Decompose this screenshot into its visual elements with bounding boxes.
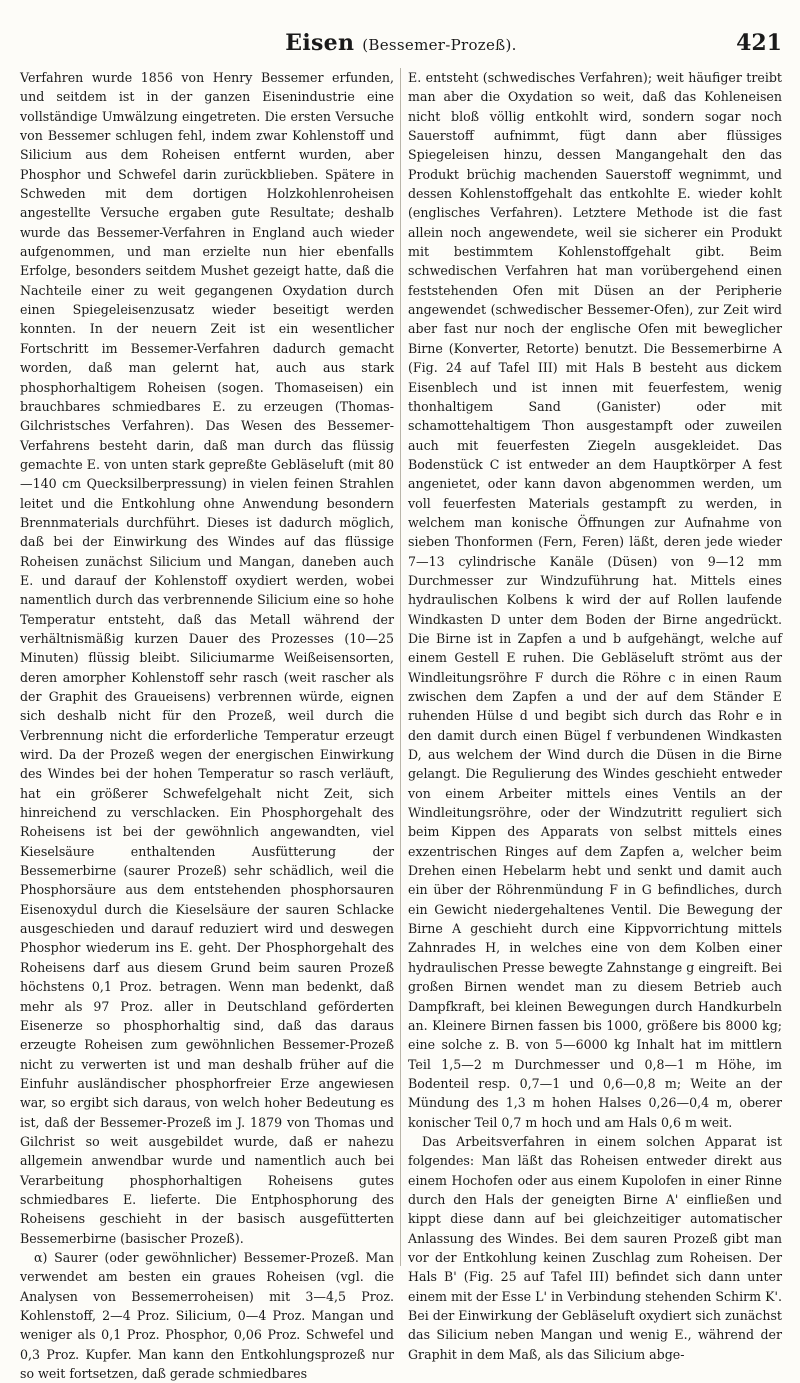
page-number: 421 (736, 30, 782, 56)
paragraph: Verfahren wurde 1856 von Henry Bessemer erfunden, und seitdem ist in der ganzen Eisenindustrie eine vollständige Umwälzung eingetreten. Die ersten Versuche von Bessemer schlugen fehl, indem zwar Kohlenstoff und Silicium aus dem Roheisen entfernt wurden, aber Phosphor und Schwefel darin zurückblieben. Spätere in Schweden mit dem dortigen Holzkohlenroheisen angestellte Versuche ergaben gute Resultate; deshalb wurde das Bessemer-Verfahren in England auch wieder aufgenommen, und man erzielte nun hier ebenfalls Erfolge, besonders seitdem Mushet gezeigt hatte, daß die Nachteile einer zu weit gegangenen Oxydation durch einen Spiegeleisenzusatz wieder beseitigt werden konnten. In der neuern Zeit ist ein wesentlicher Fortschritt im Bessemer-Verfahren dadurch gemacht worden, daß man gelernt hat, auch aus stark phosphorhaltigem Roheisen (sogen. Thomaseisen) ein brauchbares schmiedbares E. zu erzeugen (Thomas-Gilchristsches Verfahren). Das Wesen des Bessemer-Verfahrens besteht darin, daß man durch das flüssig gemachte E. von unten stark gepreßte Gebläseluft (mit 80—140 cm Quecksilberpressung) in vielen feinen Strahlen leitet und die Entkohlung ohne Anwendung besondern Brennmaterials durchführt. Dieses ist dadurch möglich, daß bei der Einwirkung des Windes auf das flüssige Roheisen zunächst Silicium und Mangan, daneben auch E. und darauf der Kohlenstoff oxydiert werden, wobei namentlich durch das verbrennende Silicium eine so hohe Temperatur entsteht, daß das Metall während der verhältnismäßig kurzen Dauer des Prozesses (10—25 Minuten) flüssig bleibt. Siliciumarme Weißeisensorten, deren amorpher Kohlenstoff sehr rasch (weit rascher als der Graphit des Graueisens) verbrennen würde, eignen sich deshalb nicht für den Prozeß, weil durch die Verbrennung nicht die erforderliche Temperatur erzeugt wird. Da der Prozeß wegen der energischen Einwirkung des Windes bei der hohen Temperatur so rasch verläuft, hat ein größerer Schwefelgehalt nicht Zeit, sich hinreichend zu verschlacken. Ein Phosphorgehalt des Roheisens ist bei der gewöhnlich angewandten, viel Kieselsäure enthaltenden Ausfütterung der Bessemerbirne (saurer Prozeß) sehr schädlich, weil die Phosphorsäure aus dem entstehenden phosphorsauren Eisenoxydul durch die Kieselsäure der sauren Schlacke ausgeschieden und darauf reduziert wird und deswegen Phosphor wiederum ins E. geht. Der Phosphorgehalt des Roheisens darf aus diesem Grund beim sauren Prozeß höchstens 0,1 Proz. betragen. Wenn man bedenkt, daß mehr als 97 Proz. aller in Deutschland geförderten Eisenerze so phosphorhaltig sind, daß das daraus erzeugte Roheisen zum gewöhnlichen Bessemer-Prozeß nicht zu verwerten ist und man deshalb früher auf die Einfuhr ausländischer phosphorfreier Erze angewiesen war, so ergibt sich daraus, von welch hoher Bedeutung es ist, daß der Bessemer-Prozeß im J. 1879 von Thomas und Gilchrist so weit ausgebildet wurde, daß er nahezu allgemein anwendbar wurde und namentlich auch bei Verarbeitung phosphorhaltigen Roheisens gutes schmiedbares E. lieferte. Die Entphosphorung des Roheisens geschieht in der basisch ausgefütterten Bessemerbirne (basischer Prozeß). (20, 70, 394, 1246)
right-column (408, 68, 783, 1362)
paragraph: α) Saurer (oder gewöhnlicher) Bessemer-Prozeß. Man verwendet am besten ein graues Roheisen (vgl. die Analysen von Bessemerroheisen) mit 3—4,5 Proz. Kohlenstoff, 2—4 Proz. Silicium, 0—4 Proz. Mangan und weniger als 0,1 Proz. Phosphor, 0,06 Proz. Schwefel und 0,3 Proz. Kupfer. Man kann den Entkohlungsprozeß nur so weit fortsetzen, daß gerade schmiedbares (20, 1249, 394, 1382)
running-title (20, 30, 782, 56)
left-column (20, 68, 394, 1382)
paragraph: Das Arbeitsverfahren in einem solchen Apparat ist folgendes: Man läßt das Roheisen entweder direkt aus einem Hochofen oder aus einem Kupolofen in einer Rinne durch den Hals der geneigten Birne A' einfließen und kippt diese dann auf bei gleichzeitiger automatischer Anlassung des Windes. Bei dem sauren Prozeß gibt man vor der Entkohlung keinen Zuschlag zum Roheisen. Der Hals B' (Fig. 25 auf Tafel III) befindet sich dann unter einem mit der Esse L' in Verbindung stehenden Schirm K'. Bei der Einwirkung der Gebläseluft oxydiert sich zunächst das Silicium neben Mangan und wenig E., während der Graphit in dem Maß, als das Silicium abge- (408, 1133, 783, 1362)
paragraph: E. entsteht (schwedisches Verfahren); weit häufiger treibt man aber die Oxydation so weit, daß das Kohleneisen nicht bloß völlig entkohlt wird, sondern sogar noch Sauerstoff aufnimmt, fügt dann aber flüssiges Spiegeleisen hinzu, dessen Mangangehalt den das Produkt brüchig machenden Sauerstoff wegnimmt, und dessen Kohlenstoffgehalt das entkohlte E. wieder kohlt (englisches Verfahren). Letztere Methode ist die fast allein noch angewendete, weil sie sicherer ein Produkt mit bestimmtem Kohlenstoffgehalt gibt. Beim schwedischen Verfahren hat man vorübergehend einen feststehenden Ofen mit Düsen an der Peripherie angewendet (schwedischer Bessemer-Ofen), zur Zeit wird aber fast nur noch der englische Ofen mit beweglicher Birne (Konverter, Retorte) benutzt. Die Bessemerbirne A (Fig. 24 auf Tafel III) mit Hals B besteht aus dickem Eisenblech und ist innen mit feuerfestem, wenig thonhaltigem Sand (Ganister) oder mit schamottehaltigem Thon ausgestampft oder zuweilen auch mit feuerfesten Ziegeln ausgekleidet. Das Bodenstück C ist entweder an dem Hauptkörper A fest angenietet, oder kann davon abgenommen werden, um voll feuerfesten Materials gestampft zu werden, in welchem man konische Öffnungen zur Aufnahme von sieben Thonformen (Fern, Feren) läßt, deren jede wieder 7—13 cylindrische Kanäle (Düsen) von 9—12 mm Durchmesser zur Windzuführung hat. Mittels eines hydraulischen Kolbens k wird der auf Rollen laufende Windkasten D unter dem Boden der Birne angedrückt. Die Birne ist in Zapfen a und b aufgehängt, welche auf einem Gestell E ruhen. Die Gebläseluft strömt aus der Windleitungsröhre F durch die Röhre c in einen Raum zwischen dem Zapfen a und der auf dem Ständer E ruhenden Hülse d und begibt sich durch das Rohr e in den damit durch einen Bügel f verbundenen Windkasten D, aus welchem der Wind durch die Düsen in die Birne gelangt. Die Regulierung des Windes geschieht entweder von einem Arbeiter mittels eines Ventils an der Windleitungsröhre, oder der Windzutritt reguliert sich beim Kippen des Apparats von selbst mittels eines exzentrischen Ringes auf dem Zapfen a, welcher beim Drehen einen Hebelarm hebt und senkt und damit auch ein über der Röhrenmündung F in G befindliches, durch ein Gewicht niedergehaltenes Ventil. Die Bewegung der Birne A geschieht durch eine Kippvorrichtung mittels Zahnrades H, in welches eine von dem Kolben einer hydraulischen Presse bewegte Zahnstange g eingreift. Bei großen Birnen wendet man zu diesem Betrieb auch Dampfkraft, bei kleinen Bewegungen durch Handkurbeln an. Kleinere Birnen fassen bis 1000, größere bis 8000 kg; eine solche z. B. von 5—6000 kg Inhalt hat im mittlern Teil 1,5—2 m Durchmesser und 0,8—1 m Höhe, im Bodenteil resp. 0,7—1 und 0,6—0,8 m; Weite an der Mündung des 1,3 m hohen Halses 0,26—0,4 m, oberer konischer Teil 0,7 m hoch und am Hals 0,6 m weit. (408, 70, 782, 1130)
text-columns (20, 68, 783, 1382)
title-text: Eisen (285, 30, 355, 56)
title-subtitle: (Bessemer-Prozeß). (362, 36, 517, 54)
page-header (20, 26, 782, 62)
